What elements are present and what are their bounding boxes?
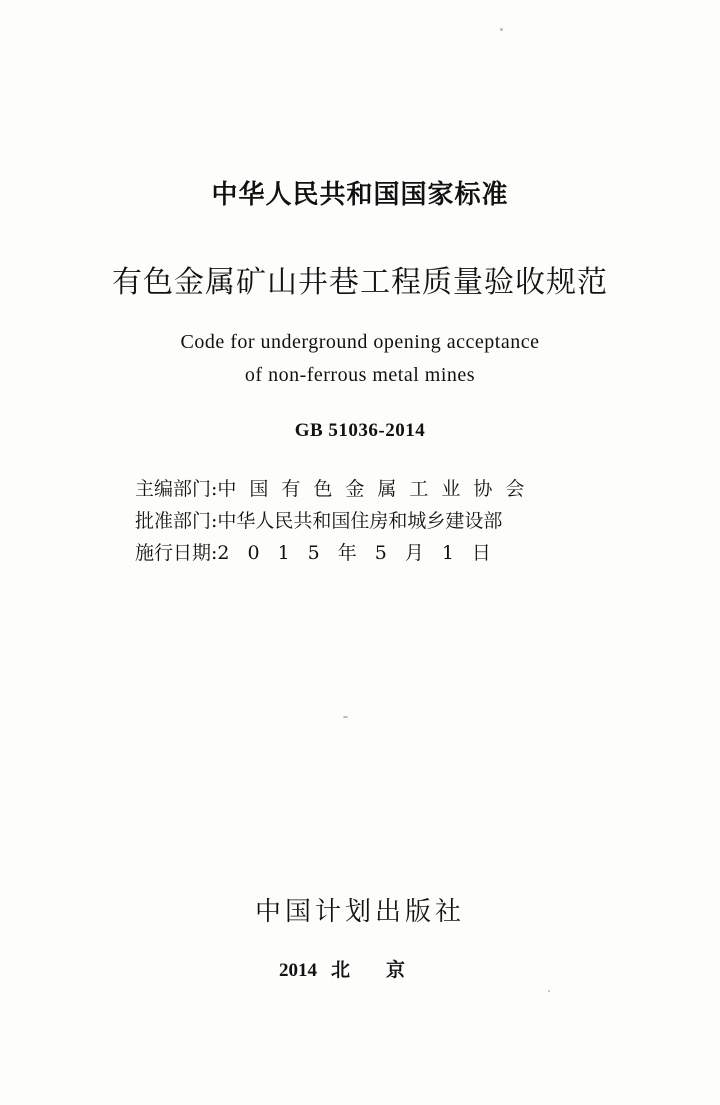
approver-label: 批准部门: (135, 510, 218, 532)
english-title-line-1: Code for underground opening acceptance (180, 331, 540, 353)
standard-code: GB 51036-2014 (294, 420, 426, 441)
main-title: 有色金属矿山井巷工程质量验收规范 (112, 265, 608, 300)
editor-value: 中国有色金属工业协会 (217, 478, 538, 500)
effective-value: 2015年5月1日 (217, 542, 509, 564)
publisher-name: 中国计划出版社 (254, 897, 465, 927)
scan-speck (500, 28, 503, 31)
approver-row (135, 506, 565, 533)
series-title: 中华人民共和国国家标准 (211, 180, 509, 210)
scan-speck (343, 716, 348, 718)
publication-city: 北京 (330, 959, 441, 981)
publication-year: 2014 (278, 960, 317, 981)
editor-label: 主编部门: (135, 478, 218, 500)
scan-speck (548, 990, 550, 992)
approver-value: 中华人民共和国住房和城乡建设部 (217, 510, 503, 532)
english-title-line-2: of non-ferrous metal mines (244, 364, 476, 386)
effective-label: 施行日期: (135, 542, 218, 564)
effective-date-row (135, 538, 565, 565)
editor-row (135, 474, 565, 501)
publication-place-year (0, 955, 720, 982)
